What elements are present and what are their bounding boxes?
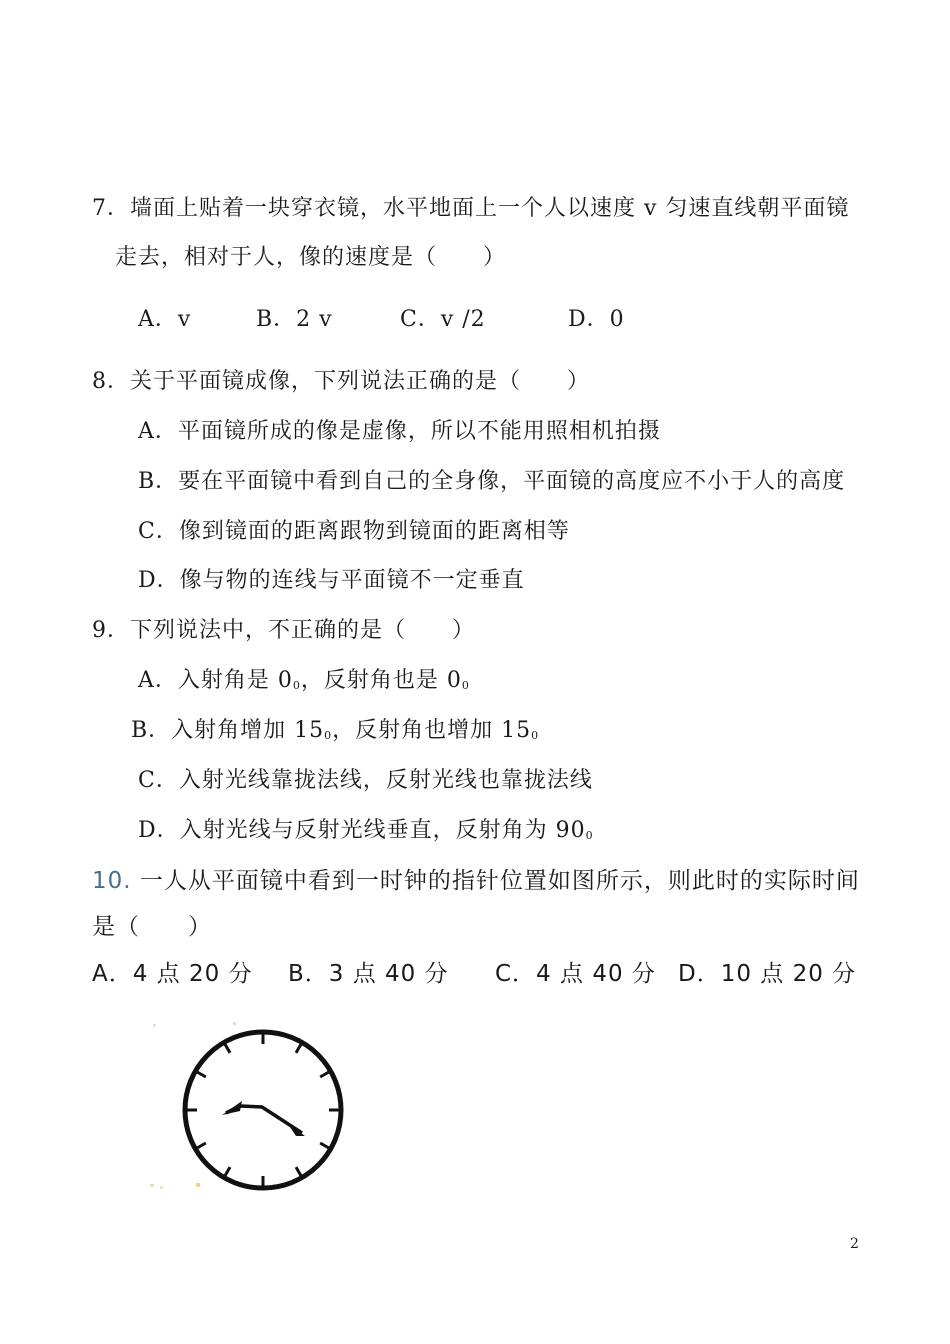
q10-number: 10.: [92, 868, 132, 894]
q9-option-c: C．入射光线靠拢法线，反射光线也靠拢法线: [138, 768, 593, 793]
q8-option-d: D．像与物的连线与平面镜不一定垂直: [138, 568, 525, 593]
q9-option-d: [138, 816, 594, 849]
mirror-clock-figure: [140, 1012, 370, 1207]
clock-hand-tip: [288, 1124, 305, 1136]
q8-option-a: A．平面镜所成的像是虚像，所以不能用照相机拍摄: [138, 419, 661, 444]
scan-noise-marks: [150, 1022, 236, 1189]
q7-option-c: C．v /2: [400, 307, 486, 332]
page-number: 2: [850, 1236, 859, 1252]
q8-option-c: C．像到镜面的距离跟物到镜面的距离相等: [138, 519, 570, 544]
q7-stem-line1: 7．墙面上贴着一块穿衣镜，水平地面上一个人以速度 v 匀速直线朝平面镜: [92, 196, 850, 221]
q10-stem-line1: [92, 866, 860, 896]
q9-option-a-part1: A．入射角是 0: [138, 668, 293, 693]
clock-tick: [296, 1167, 302, 1177]
clock-tick: [320, 1143, 330, 1149]
q10-stem-line2: 是（ ）: [92, 914, 212, 940]
degree-mark: 0: [585, 829, 594, 842]
q10-option-b: B．3 点 40 分: [288, 961, 449, 987]
degree-mark: 0: [292, 679, 301, 692]
degree-mark: 0: [324, 729, 333, 742]
q8-stem: 8．关于平面镜成像，下列说法正确的是（ ）: [92, 369, 590, 394]
clock-tick: [195, 1071, 205, 1077]
q7-option-a: A．v: [138, 307, 192, 332]
q9-option-a-part2: ，反射角也是 0: [300, 668, 462, 693]
q9-option-b-part2: ，反射角也增加 15: [332, 718, 532, 743]
clock-tick: [296, 1042, 302, 1052]
clock-tick: [195, 1143, 205, 1149]
clock-tick: [320, 1071, 330, 1077]
q7-stem-line2: 走去，相对于人，像的速度是（ ）: [115, 245, 507, 270]
q7-option-b: B．2 v: [256, 307, 333, 332]
clock-face: [185, 1032, 341, 1188]
clock-tick: [224, 1042, 230, 1052]
q9-option-b: [131, 716, 539, 749]
q9-option-d-text: D．入射光线与反射光线垂直，反射角为 90: [138, 818, 586, 843]
q10-option-c: C．4 点 40 分: [495, 961, 656, 987]
q9-option-b-part1: B．入射角增加 15: [131, 718, 325, 743]
q10-stem-text: 一人从平面镜中看到一时钟的指针位置如图所示，则此时的实际时间: [139, 868, 860, 894]
q9-stem: 9．下列说法中，不正确的是（ ）: [92, 618, 475, 643]
q9-option-a: [138, 666, 470, 699]
degree-mark: 0: [531, 729, 540, 742]
q10-option-d: D．10 点 20 分: [678, 961, 857, 987]
clock-hands: [222, 1101, 305, 1136]
q10-option-a: A．4 点 20 分: [92, 961, 253, 987]
clock-tick: [224, 1167, 230, 1177]
clock-hand-tip: [222, 1101, 242, 1115]
degree-mark: 0: [461, 679, 470, 692]
q8-option-b: B．要在平面镜中看到自己的全身像，平面镜的高度应不小于人的高度: [138, 469, 846, 494]
q7-option-d: D．0: [568, 307, 625, 332]
